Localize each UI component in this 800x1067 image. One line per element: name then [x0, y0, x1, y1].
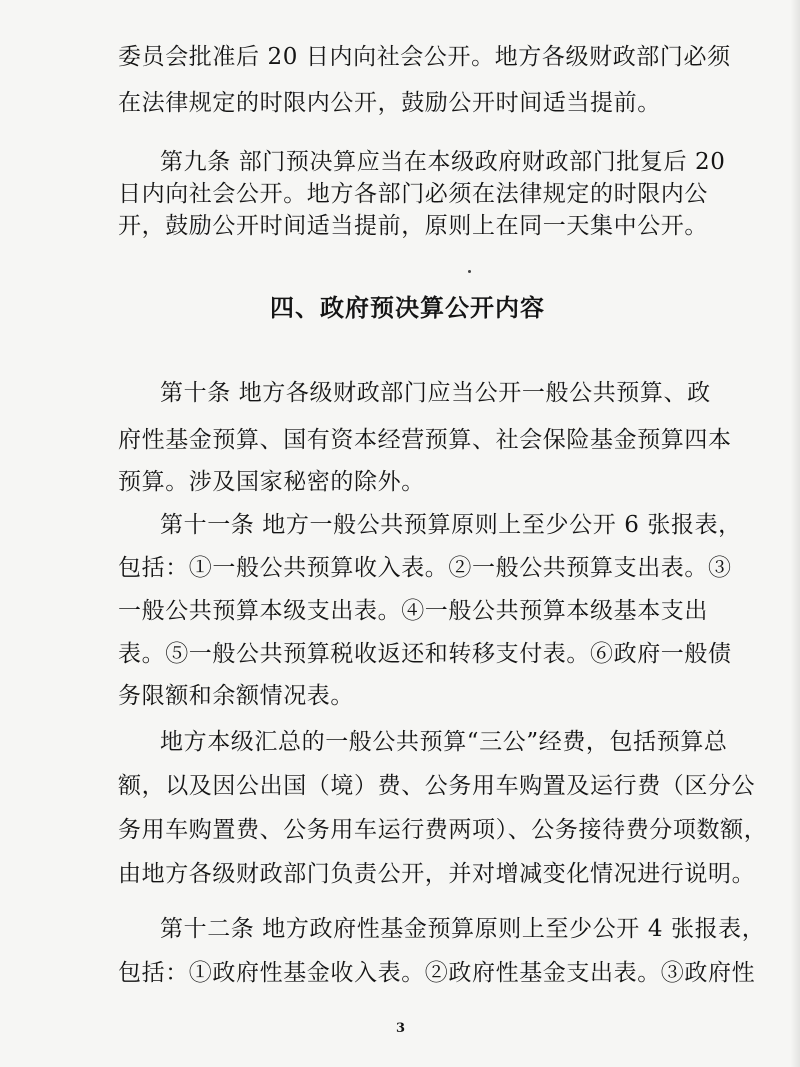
scan-dot: [468, 270, 471, 273]
scan-edge-shadow: [790, 0, 800, 1067]
text-line: 预算。涉及国家秘密的除外。: [118, 469, 425, 495]
text-line: 由地方各级财政部门负责公开，并对增减变化情况进行说明。: [118, 861, 756, 887]
section-heading: 四、政府预决算公开内容: [270, 294, 545, 322]
text-line: 务用车购置费、公务用车运行费两项）、公务接待费分项数额，: [118, 817, 768, 843]
text-line: 额，以及因公出国（境）费、公务用车购置及运行费（区分公: [118, 773, 756, 799]
text-line: 开，鼓励公开时间适当提前，原则上在同一天集中公开。: [118, 213, 708, 239]
article-11-first-line: 第十一条 地方一般公共预算原则上至少公开 6 张报表，: [160, 512, 742, 538]
text-line: 表。⑤一般公共预算税收返还和转移支付表。⑥政府一般债: [118, 641, 732, 667]
text-line: 在法律规定的时限内公开，鼓励公开时间适当提前。: [118, 90, 661, 116]
text-line: 一般公共预算本级支出表。④一般公共预算本级基本支出: [118, 598, 708, 624]
page-number: 3: [396, 1021, 406, 1036]
three-public-expenses-paragraph: 地方本级汇总的一般公共预算“三公”经费，包括预算总: [160, 729, 728, 755]
text-line: 包括：①一般公共预算收入表。②一般公共预算支出表。③: [118, 555, 732, 581]
text-line: 包括：①政府性基金收入表。②政府性基金支出表。③政府性: [118, 960, 756, 986]
text-line: 日内向社会公开。地方各部门必须在法律规定的时限内公: [118, 181, 708, 207]
text-line: 委员会批准后 20 日内向社会公开。地方各级财政部门必须: [118, 44, 731, 70]
text-line: 府性基金预算、国有资本经营预算、社会保险基金预算四本: [118, 427, 732, 453]
text-line: 务限额和余额情况表。: [118, 683, 354, 709]
article-9-first-line: 第九条 部门预决算应当在本级政府财政部门批复后 20: [160, 149, 726, 175]
article-10-first-line: 第十条 地方各级财政部门应当公开一般公共预算、政: [160, 380, 711, 406]
article-12-first-line: 第十二条 地方政府性基金预算原则上至少公开 4 张报表，: [160, 916, 766, 942]
